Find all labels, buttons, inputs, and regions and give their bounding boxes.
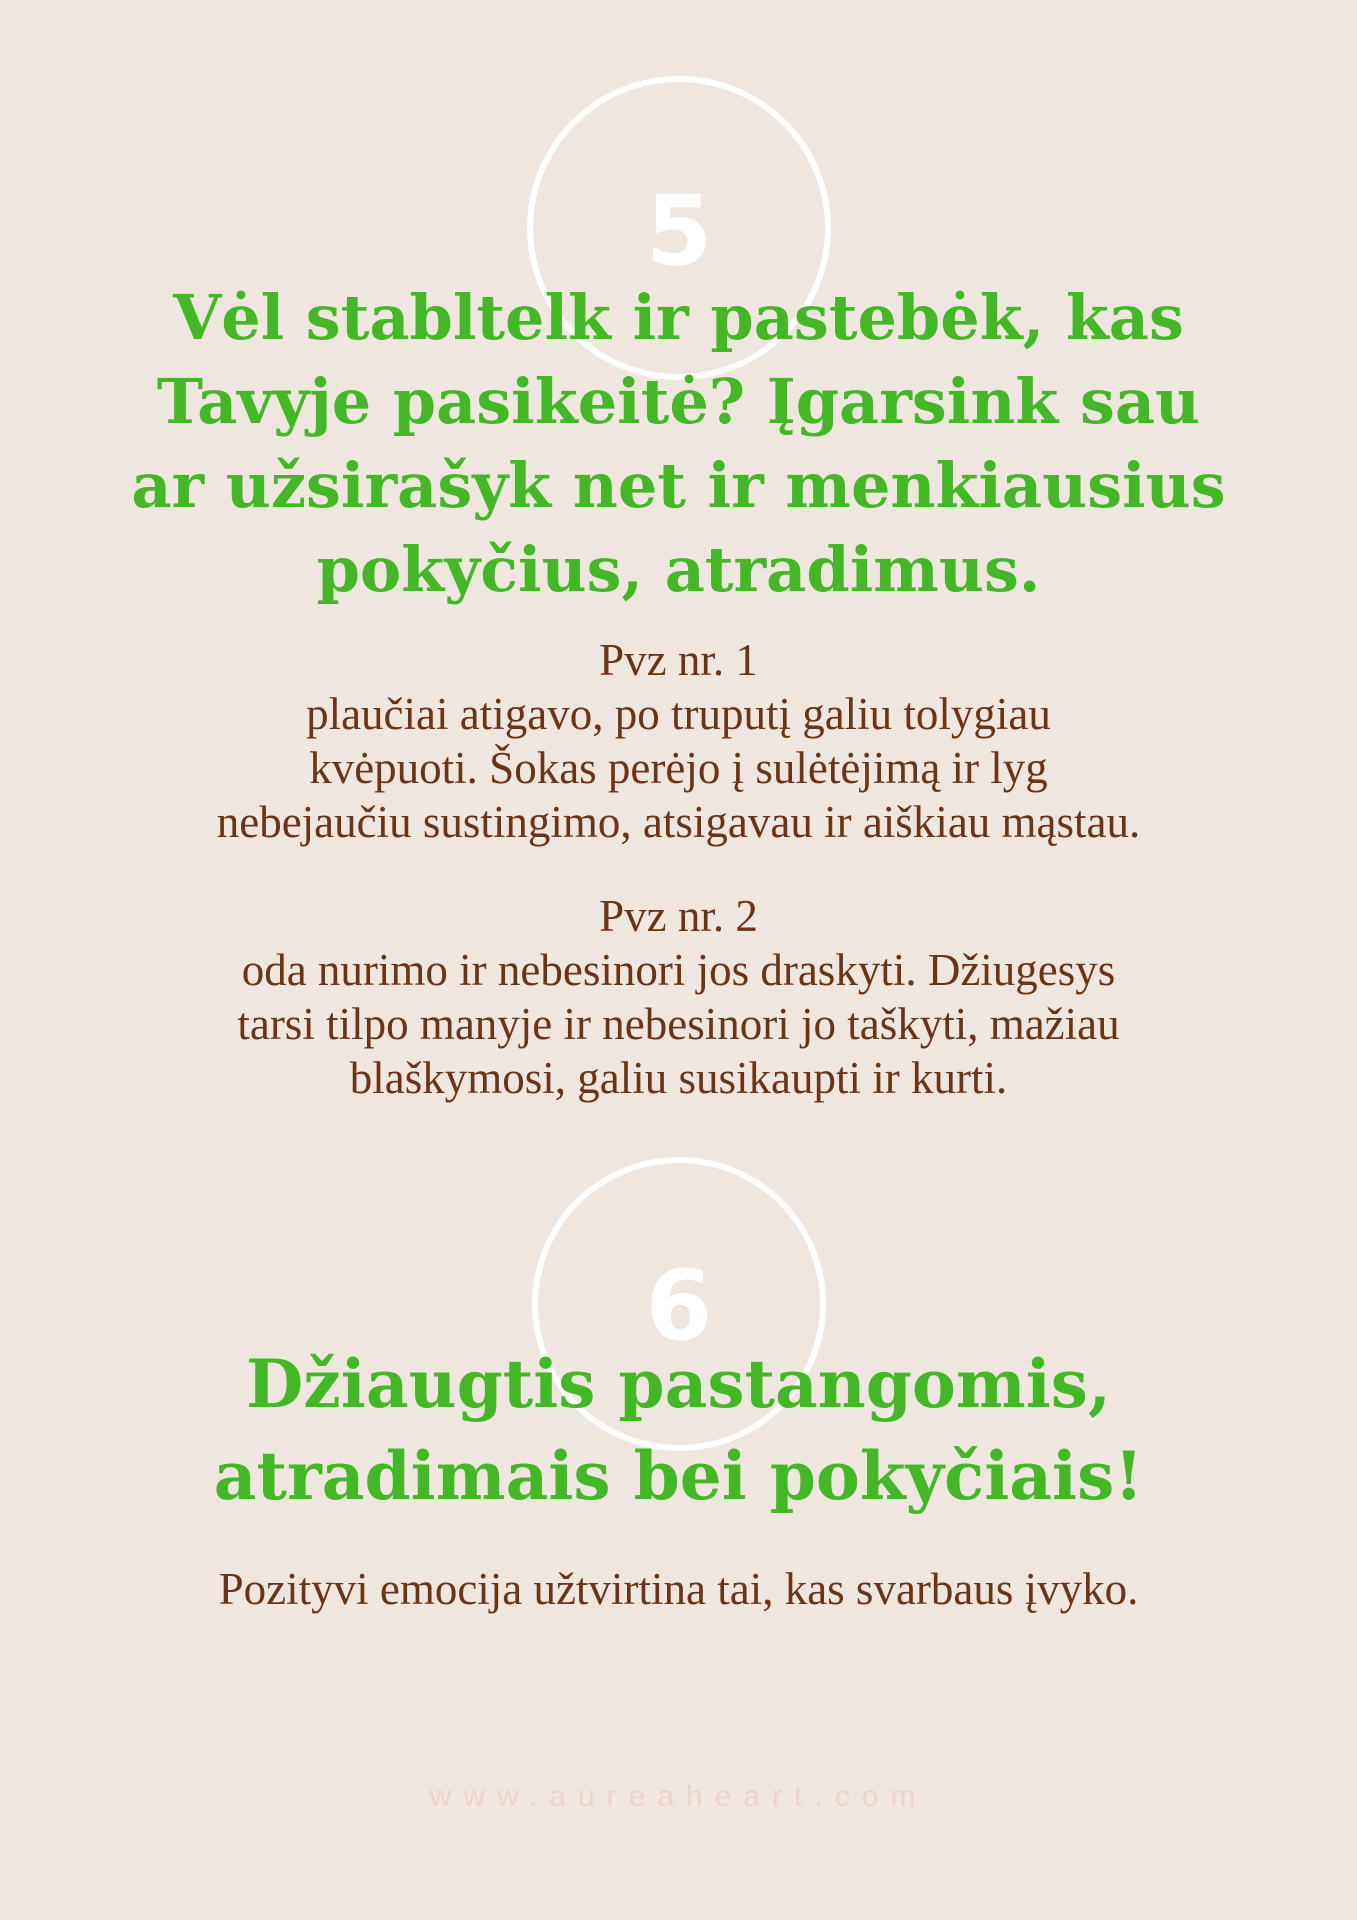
- step-5-heading-line: pokyčius, atradimus.: [316, 533, 1041, 606]
- footer-website: www.aureaheart.com: [429, 1780, 928, 1813]
- step-6-heading-line: atradimais bei pokyčiais!: [213, 1437, 1144, 1515]
- step-5-heading-line: ar užsirašyk net ir menkiausius: [131, 449, 1226, 522]
- example-2-line: tarsi tilpo manyje ir nebesinori jo taškyti, mažiau: [237, 999, 1120, 1049]
- example-1-line: nebejaučiu sustingimo, atsigavau ir aiškiau mąstau.: [216, 797, 1141, 847]
- step-6-text: [0, 1562, 1357, 1616]
- example-2-line: blaškymosi, galiu susikaupti ir kurti.: [349, 1053, 1008, 1103]
- example-1: [0, 633, 1357, 849]
- example-1-label: Pvz nr. 1: [599, 635, 758, 685]
- step-6-number: 6: [645, 1250, 713, 1362]
- step-6-text-line: Pozityvi emocija užtvirtina tai, kas svarbaus įvyko.: [218, 1564, 1139, 1614]
- example-2-line: oda nurimo ir nebesinori jos draskyti. Džiugesys: [241, 945, 1116, 995]
- step-5-heading: [0, 276, 1357, 612]
- example-2-label: Pvz nr. 2: [599, 891, 758, 941]
- step-6-heading: [0, 1338, 1357, 1522]
- step-5-number: 5: [645, 175, 713, 287]
- example-1-line: plaučiai atigavo, po truputį galiu tolygiau: [306, 689, 1051, 739]
- step-6-heading-line: Džiaugtis pastangomis,: [246, 1345, 1111, 1423]
- step-5-heading-line: Vėl stabltelk ir pastebėk, kas: [173, 281, 1184, 354]
- example-2: [0, 889, 1357, 1105]
- step-5-heading-line: Tavyje pasikeitė? Įgarsink sau: [156, 365, 1201, 438]
- example-1-line: kvėpuoti. Šokas perėjo į sulėtėjimą ir lyg: [309, 743, 1048, 793]
